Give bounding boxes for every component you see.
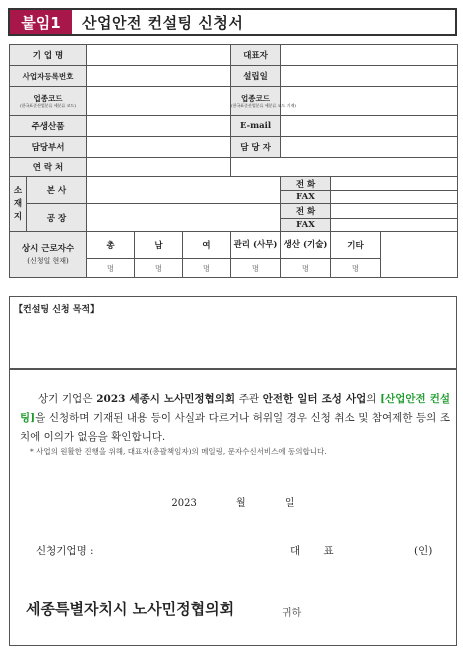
factory-phone-label: 전 화 [281,204,331,219]
confirm-program: 안전한 일터 조성 사업 [262,393,367,405]
industry-code-note: (한국표준산업분류 세분류 코드) [20,103,76,108]
workers-sub-text: (신청일 현재) [27,256,69,265]
main-products-field[interactable] [87,116,231,137]
purpose-box[interactable] [9,297,457,369]
form-header [8,8,457,36]
factory-fax-label: FAX [281,219,331,232]
founded-field[interactable] [281,66,458,87]
representative-label: 대표자 [231,45,281,66]
business-reg-field[interactable] [87,66,231,87]
industry-code-right-label [231,87,296,116]
email-label: E-mail [231,116,281,137]
recipient-honorific: 귀하 [282,608,302,619]
date-year: 2023 [171,498,197,509]
emp-header-production: 생산 (기술) [281,232,331,259]
application-form-table [9,44,458,278]
industry-code-field[interactable] [87,87,231,116]
dept-label: 담당부서 [10,137,87,158]
workers-label [10,232,87,278]
emp-admin-field[interactable]: 명 [231,259,281,278]
emp-header-other: 기타 [331,232,381,259]
date-line [10,494,456,509]
factory-address-field[interactable] [87,204,281,232]
emp-header-female: 여 [183,232,231,259]
industry-code-right-note: (한국표준산업분류 세분류 코드 기재) [231,103,296,108]
emp-header-male: 남 [135,232,183,259]
industry-code-label [10,87,87,116]
factory-phone-field[interactable] [331,204,458,219]
business-reg-label: 사업자등록번호 [10,66,87,87]
confirmation-paragraph [20,390,450,447]
head-office-address-field[interactable] [87,177,281,204]
emp-female-field[interactable]: 명 [183,259,231,278]
manager-field[interactable] [281,137,458,158]
industry-code-right-text: 업종코드 [241,94,270,103]
head-office-fax-label: FAX [281,191,331,204]
main-products-label: 주생산품 [10,116,87,137]
emp-production-field[interactable]: 명 [281,259,331,278]
emp-header-total: 총 [87,232,135,259]
company-name-label: 기 업 명 [10,45,87,66]
recipient-name: 세종특별자치시 노사민정협의회 [26,600,235,618]
dept-field[interactable] [87,137,231,158]
contact-label: 연 락 처 [10,158,87,177]
confirm-organizer: 2023 세종시 노사민정협의회 [96,393,235,405]
form-title: 산업안전 컨설팅 신청서 [82,13,244,32]
applicant-company-label: 신청기업명 : [36,545,94,557]
head-office-fax-field[interactable] [331,191,458,204]
attachment-badge: 붙임1 [10,10,72,34]
workers-label-text: 상시 근로자수 [21,243,75,254]
founded-label: 설립일 [231,66,281,87]
emp-blank-cell [381,232,458,278]
confirm-text-7: 을 신청하며 기재된 내용 등이 사실과 다르거나 허위일 경우 신청 취소 및 참여제한 등의 조치에 이의가 없음을 확인합니다. [20,412,450,443]
manager-label: 담 당 자 [231,137,281,158]
date-month: 월 [236,498,246,509]
emp-total-field[interactable]: 명 [87,259,135,278]
industry-code-right-field[interactable] [281,87,458,116]
representative-field[interactable] [281,45,458,66]
representative-sign-label: 대 표 [290,545,344,557]
confirm-text-3: 주관 [234,393,263,405]
confirm-text-1: 상기 기업은 [38,393,97,405]
purpose-label: 【컨설팅 신청 목적】 [14,305,100,315]
head-office-label: 본 사 [27,177,87,204]
head-office-phone-field[interactable] [331,177,458,191]
contact-extra-field[interactable] [231,158,458,177]
factory-fax-field[interactable] [331,219,458,232]
factory-label: 공 장 [27,204,87,232]
contact-field[interactable] [87,158,231,177]
confirm-text-5: 의 [366,393,381,405]
location-label: 소 재 지 [10,177,27,232]
confirmation-box [9,369,457,646]
emp-header-admin: 관리 (사무) [231,232,281,259]
confirm-highlight: [산업안전 컨설팅] [20,393,451,424]
emp-male-field[interactable]: 명 [135,259,183,278]
company-name-field[interactable] [87,45,231,66]
email-field[interactable] [281,116,458,137]
emp-other-field[interactable]: 명 [331,259,381,278]
seal-mark: (인) [414,545,433,557]
head-office-phone-label: 전 화 [281,177,331,191]
industry-code-text: 업종코드 [33,94,63,103]
consent-note: * 사업의 원활한 진행을 위해, 대표자(총괄책임자)의 메일링, 문자수신서비스에 동의합니다. [30,447,327,456]
date-day: 일 [284,498,295,509]
